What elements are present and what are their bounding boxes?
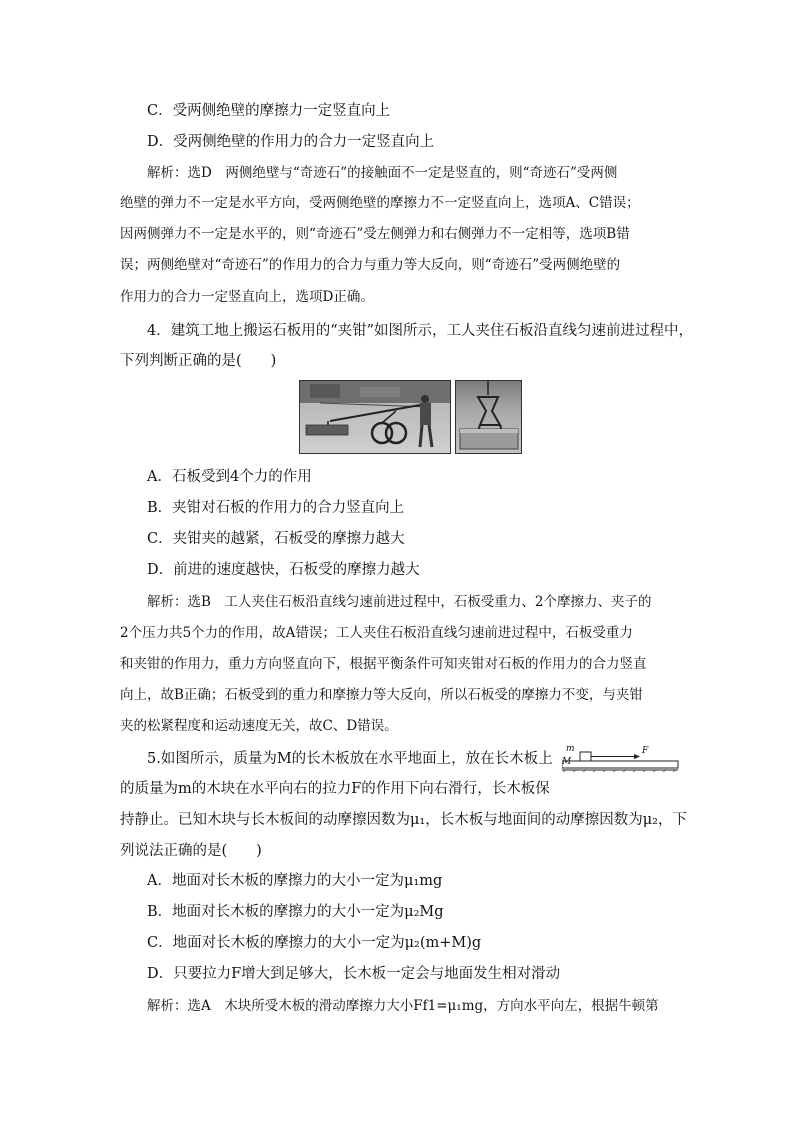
q3-option-d: D．受两侧绝壁的作用力的合力一定竖直向上 bbox=[147, 134, 435, 150]
q3-analysis-line-3: 因两侧弹力不一定是水平的，则“奇迹石”受左侧弹力和右侧弹力不一定相等，选项B错 bbox=[120, 226, 630, 242]
label-M: M bbox=[562, 757, 572, 767]
q3-analysis-line-2: 绝壁的弹力不一定是水平方向，受两侧绝壁的摩擦力不一定竖直向上，选项A、C错误； bbox=[120, 195, 640, 211]
q5-stem-line-2: 的质量为m的木块在水平向右的拉力F的作用下向右滑行，长木板保 bbox=[120, 781, 550, 797]
q5-option-a: A．地面对长木板的摩擦力的大小一定为μ₁mg bbox=[147, 873, 443, 889]
q5-option-d: D．只要拉力F增大到足够大，长木板一定会与地面发生相对滑动 bbox=[147, 966, 561, 982]
q5-stem-line-4: 列说法正确的是( ) bbox=[120, 843, 262, 859]
clamp-stone-illustration bbox=[456, 381, 522, 454]
q4-option-d: D．前进的速度越快，石板受的摩擦力越大 bbox=[147, 562, 420, 578]
label-m: m bbox=[566, 744, 575, 754]
q4-option-a: A．石板受到4个力的作用 bbox=[147, 469, 312, 485]
q3-analysis-line-4: 误；两侧绝壁对“奇迹石”的作用力的合力与重力等大反向，则“奇迹石”受两侧绝壁的 bbox=[120, 257, 621, 273]
q4-option-b: B．夹钳对石板的作用力的合力竖直向上 bbox=[147, 500, 405, 516]
q5-stem-line-1: 5.如图所示，质量为M的长木板放在水平地面上，放在长木板上 bbox=[147, 751, 553, 767]
q4-analysis-line-2: 2个压力共5个力的作用，故A错误；工人夹住石板沿直线匀速前进过程中，石板受重力 bbox=[120, 625, 633, 641]
q4-analysis-line-5: 夹的松紧程度和运动速度无关，故C、D错误。 bbox=[120, 718, 398, 734]
q4-analysis-line-3: 和夹钳的作用力，重力方向竖直向下，根据平衡条件可知夹钳对石板的作用力的合力竖直 bbox=[120, 656, 647, 672]
q3-analysis-line-1: 解析：选D 两侧绝壁与“奇迹石”的接触面不一定是竖直的，则“奇迹石”受两侧 bbox=[147, 165, 618, 181]
q3-analysis-line-5: 作用力的合力一定竖直向上，选项D正确。 bbox=[120, 289, 374, 305]
q4-stem-line-2: 下列判断正确的是( ) bbox=[120, 353, 277, 369]
clamp-cart-illustration bbox=[300, 381, 451, 454]
q4-analysis-line-1: 解析：选B 工人夹住石板沿直线匀速前进过程中，石板受重力、2个摩擦力、夹子的 bbox=[147, 594, 652, 610]
q3-option-c: C．受两侧绝壁的摩擦力一定竖直向上 bbox=[147, 103, 391, 119]
q5-option-b: B．地面对长木板的摩擦力的大小一定为μ₂Mg bbox=[147, 904, 444, 920]
q5-analysis-line-1: 解析：选A 木块所受木板的滑动摩擦力大小Ff1=μ₁mg，方向水平向左，根据牛顿第 bbox=[147, 998, 659, 1014]
q4-option-c: C．夹钳夹的越紧，石板受的摩擦力越大 bbox=[147, 531, 405, 547]
clamp-cart-photo bbox=[299, 380, 451, 454]
label-F: F bbox=[642, 746, 649, 756]
q5-option-c: C．地面对长木板的摩擦力的大小一定为μ₂(m+M)g bbox=[147, 935, 482, 951]
q5-stem-line-3: 持静止。已知木块与长木板间的动摩擦因数为μ₁，长木板与地面间的动摩擦因数为μ₂，下 bbox=[120, 812, 687, 828]
block-board-diagram bbox=[562, 744, 680, 772]
q4-stem-line-1: 4．建筑工地上搬运石板用的“夹钳”如图所示，工人夹住石板沿直线匀速前进过程中， bbox=[147, 323, 694, 339]
q4-analysis-line-4: 向上，故B正确；石板受到的重力和摩擦力等大反向，所以石板受的摩擦力不变，与夹钳 bbox=[120, 687, 643, 703]
clamp-stone-photo bbox=[455, 380, 522, 454]
